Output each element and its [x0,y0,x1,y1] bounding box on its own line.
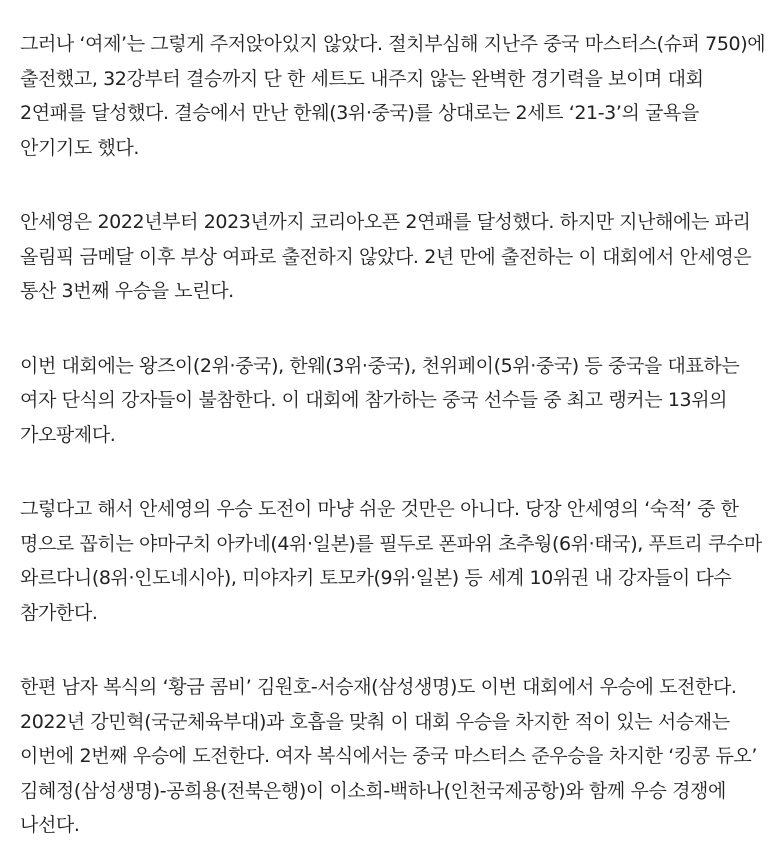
paragraph-doubles: 한편 남자 복식의 ‘황금 콤비’ 김원호-서승재(삼성생명)도 이번 대회에서 우승에 도전한다. 2022년 강민혁(국군체육부대)과 호흡을 맞춰 이 대회 우승을 차지한 적이 있는 서승재는 이번에 2번째 우승에 도전한다. 여자 복식에서는 중국 마스터스 준우승을 차지한 ‘킹콩 듀오’ 김혜정(삼성생명)-공희용(전북은행)이 이소희-백하나(인천국제공항)와 함께 우승 경쟁에 나선다. [20,676,757,836]
paragraph-competitors: 그렇다고 해서 안세영의 우승 도전이 마냥 쉬운 것만은 아니다. 당장 안세영의 ‘숙적’ 중 한 명으로 꼽히는 야마구치 아카네(4위·일본)를 필두로 폰파위 초추웡(6위·태국), 푸트리 쿠수마 와르다니(8위·인도네시아), 미야자키 토모카(9위·일본) 등 세계 10위권 내 강자들이 다수 참가한다. [20,498,762,624]
paragraph-china-masters: 그러나 ‘여제’는 그렇게 주저앉아있지 않았다. 절치부심해 지난주 중국 마스터스(슈퍼 750)에 출전했고, 32강부터 결승까지 단 한 세트도 내주지 않는 완벽한 경기력을 보이며 대회 2연패를 달성했다. 결승에서 만난 한웨(3위·중국)를 상대로는 2세트 ‘21-3’의 굴욕을 안기기도 했다. [20,33,766,159]
paragraph-absent-rivals: 이번 대회에는 왕즈이(2위·중국), 한웨(3위·중국), 천위페이(5위·중국) 등 중국을 대표하는 여자 단식의 강자들이 불참한다. 이 대회에 참가하는 중국 선수들 중 최고 랭커는 13위의 가오팡제다. [20,354,740,446]
paragraph-korea-open-history: 안세영은 2022년부터 2023년까지 코리아오픈 2연패를 달성했다. 하지만 지난해에는 파리 올림픽 금메달 이후 부상 여파로 출전하지 않았다. 2년 만에 출전하는 이 대회에서 안세영은 통산 3번째 우승을 노린다. [20,211,752,302]
